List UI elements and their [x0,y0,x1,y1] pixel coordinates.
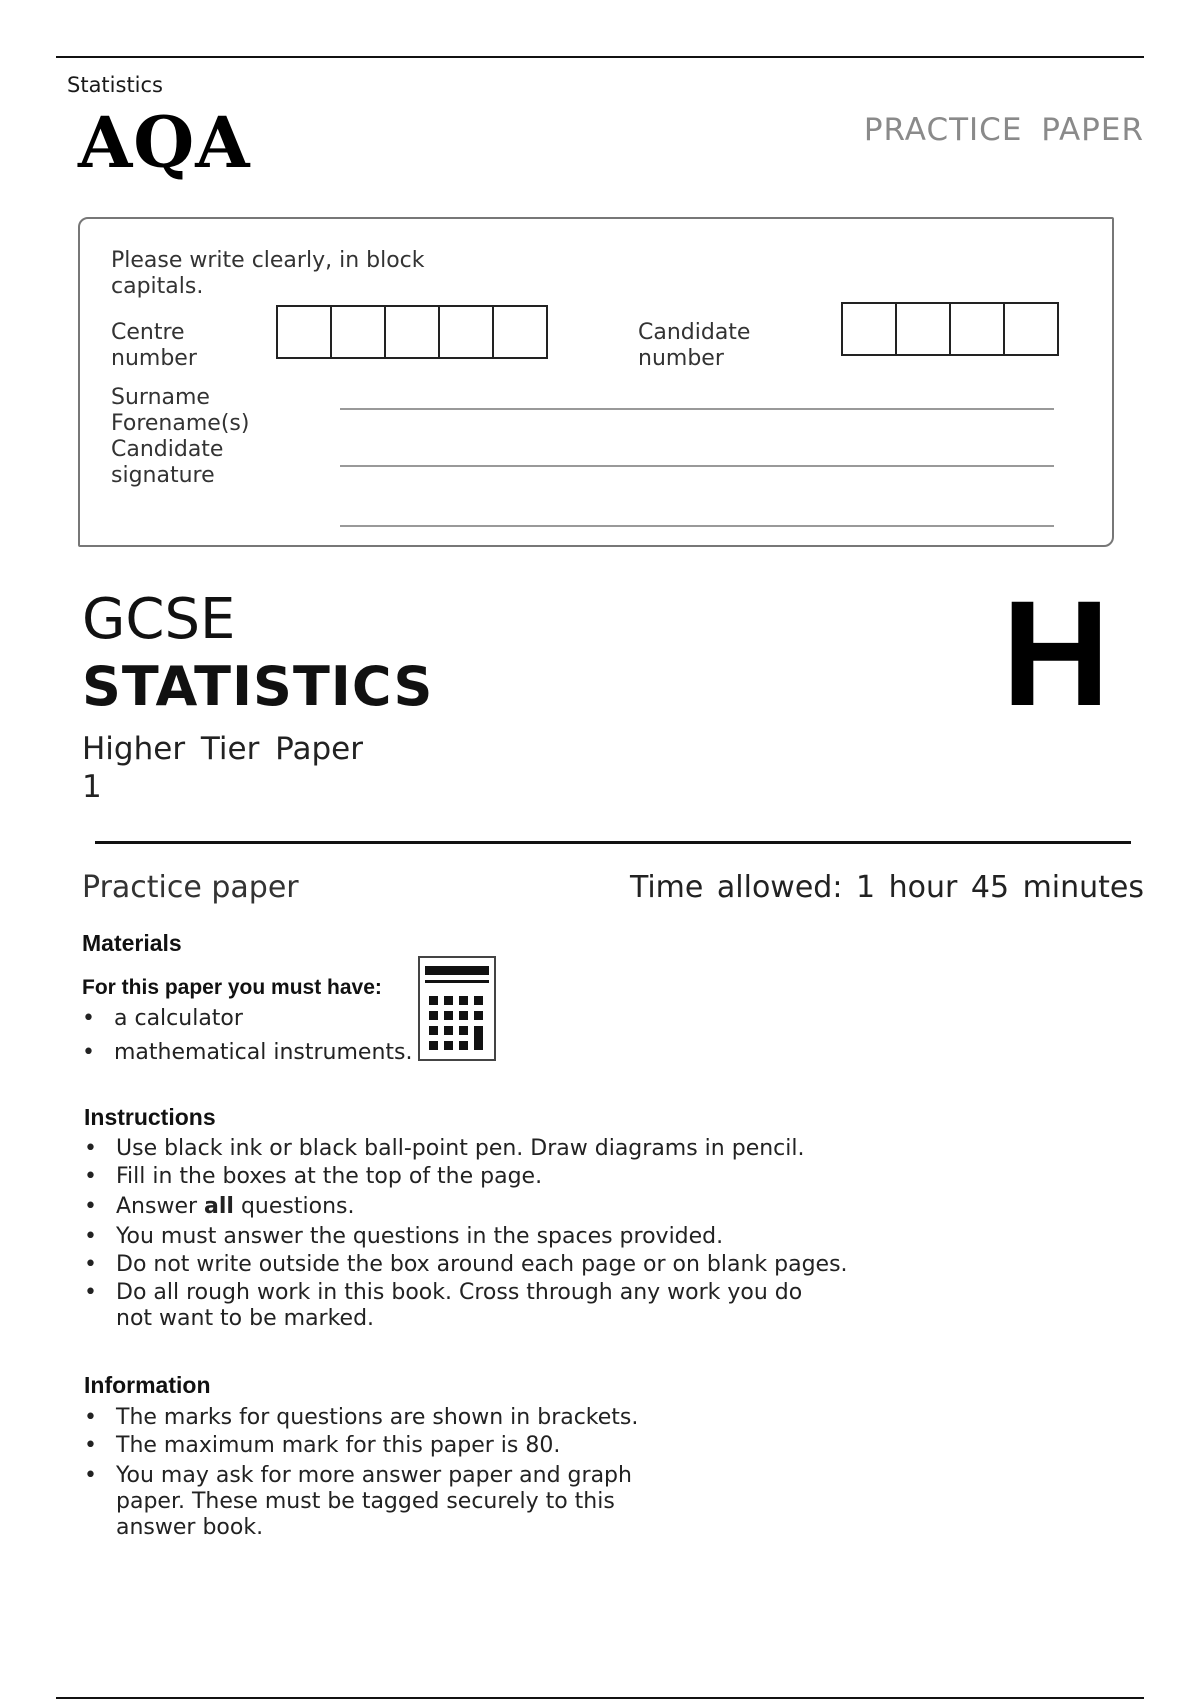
signature-label-line2: signature [111,463,215,488]
candidate-number-boxes[interactable] [843,302,1059,356]
list-item: • a calculator [82,1006,412,1032]
materials-heading: Materials [82,930,182,956]
candidate-digit-box[interactable] [895,302,951,356]
subject-title: STATISTICS [82,655,434,718]
list-item: • You must answer the questions in the spaces provided. [84,1224,848,1250]
forenames-line[interactable] [340,465,1054,467]
aqa-logo: AQA [78,101,251,184]
tier-paper-label: Higher Tier Paper 1 [82,731,363,805]
time-allowed: Time allowed: 1 hour 45 minutes [629,870,1144,905]
information-list [84,1405,638,1541]
tier-letter: H [1001,569,1110,737]
list-item: • Answer all questions. [84,1194,848,1220]
centre-number-boxes[interactable] [278,305,548,359]
information-heading: Information [84,1372,211,1398]
candidate-digit-box[interactable] [1003,302,1059,356]
centre-digit-box[interactable] [276,305,332,359]
practice-paper-label: Practice paper [82,870,299,905]
bottom-rule [56,1697,1144,1699]
list-item: • Do all rough work in this book. Cross through any work you do not want to be marked. [84,1280,848,1332]
qualification-title: GCSE [82,587,236,652]
instructions-heading: Instructions [84,1104,216,1130]
centre-digit-box[interactable] [438,305,494,359]
calculator-icon [418,956,496,1061]
surname-label: Surname [111,385,210,410]
list-item: • mathematical instruments. [82,1040,412,1066]
list-item: • The marks for questions are shown in brackets. [84,1405,638,1431]
materials-subheading: For this paper you must have: [82,976,382,999]
centre-digit-box[interactable] [492,305,548,359]
name-fields-labels [111,385,249,489]
list-item: • Do not write outside the box around each page or on blank pages. [84,1252,848,1278]
signature-line[interactable] [340,525,1054,527]
block-capitals-instruction: Please write clearly, in block capitals. [111,248,425,299]
signature-label-line1: Candidate [111,437,224,462]
title-divider [95,841,1131,844]
surname-line[interactable] [340,408,1054,410]
centre-number-label: Centre number [111,320,197,371]
subject-label: Statistics [67,73,163,97]
materials-list [82,1006,412,1066]
list-item: • The maximum mark for this paper is 80. [84,1433,638,1459]
forenames-label: Forename(s) [111,411,250,436]
candidate-digit-box[interactable] [841,302,897,356]
centre-digit-box[interactable] [330,305,386,359]
instructions-list [84,1136,848,1332]
list-item: • Use black ink or black ball-point pen. Draw diagrams in pencil. [84,1136,848,1162]
top-rule [56,56,1144,58]
centre-digit-box[interactable] [384,305,440,359]
practice-paper-tag: PRACTICE PAPER [863,112,1144,148]
candidate-digit-box[interactable] [949,302,1005,356]
candidate-number-label: Candidate number [638,320,751,371]
list-item: • You may ask for more answer paper and graph paper. These must be tagged securely to this answer book. [84,1463,638,1541]
list-item: • Fill in the boxes at the top of the page. [84,1164,848,1190]
